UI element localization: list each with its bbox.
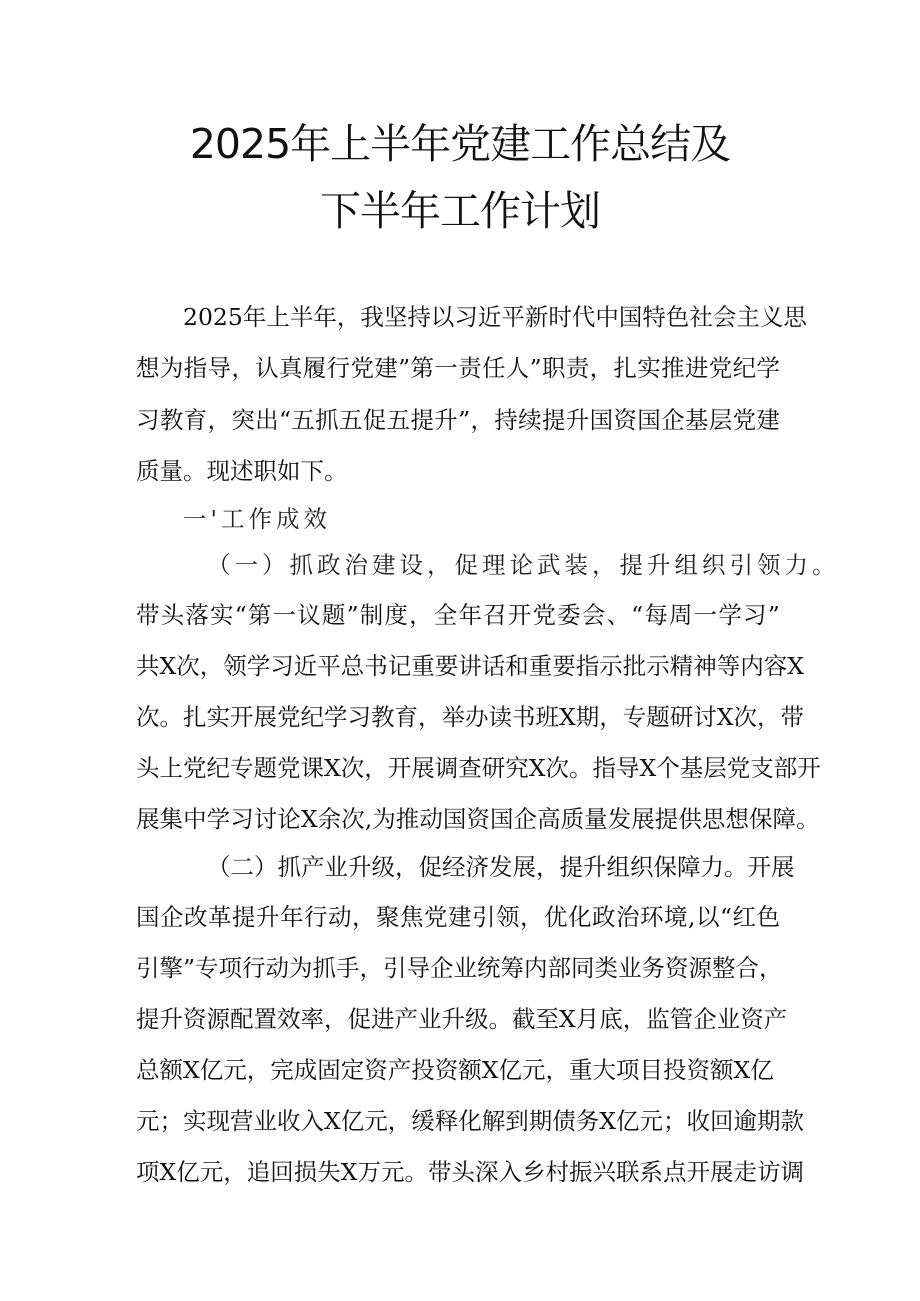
body-line-12: （ 二 ） 抓 产 业 升 级 ， 促 经 济 发 展 ， 提 升 组 织 保 障 力 。 开 展 (207, 853, 795, 881)
body-line-8: 共 X 次 ， 领 学 习 近 平 总 书 记 重 要 讲 话 和 重 要 指 示 批 示 精 神 等 内 容 X (136, 652, 804, 680)
body-line-17: 元 ； 实 现 营 业 收 入 X 亿 元 ， 缓 释 化 解 到 期 债 务 X 亿 元 ； 收 回 逾 期 款 (136, 1107, 804, 1135)
body-line-1: 2 0 2 5 年 上 半 年 ， 我 坚 持 以 习 近 平 新 时 代 中 国 特 色 社 会 主 义 思 (183, 303, 807, 331)
body-line-2: 想 为 指 导 ， 认 真 履 行 党 建 ” 第 一 责 任 人 ” 职 责 ， 扎 实 推 进 党 纪 学 (136, 354, 780, 382)
section-heading-achievements: 一'工作成效 (183, 505, 331, 533)
body-line-3: 习 教 育 ， 突 出 “ 五 抓 五 促 五 提 升 ” ， 持 续 提 升 国 资 国 企 基 层 党 建 (136, 406, 780, 434)
document-title-line-2: 下半年工作计划 (320, 187, 600, 235)
document-title-line-1: 2025年上半年党建工作总结及 (189, 120, 731, 168)
body-line-16: 总 额 X 亿 元 ， 完 成 固 定 资 产 投 资 额 X 亿 元 ， 重 大 项 目 投 资 额 X 亿 (136, 1056, 774, 1084)
body-line-14: 引 擎 ” 专 项 行 动 为 抓 手 ， 引 导 企 业 统 筹 内 部 同 类 业 务 资 源 整 合 ， (136, 954, 783, 982)
body-line-15: 提 升 资 源 配 置 效 率 ， 促 进 产 业 升 级 。 截 至 X 月 底 ， 监 管 企 业 资 产 (136, 1005, 788, 1033)
subsection-heading-1: （一）抓政治建设，促理论武装，提升组织引领力。 (207, 551, 840, 579)
body-line-7: 带 头 落 实 “ 第 一 议 题 ” 制 度 ， 全 年 召 开 党 委 会 、 “ 每 周 一 学 习 ” (136, 601, 780, 629)
body-line-4: 质量。现述职如下。 (136, 457, 348, 485)
body-line-9: 次 。 扎 实 开 展 党 纪 学 习 教 育 ， 举 办 读 书 班 X 期 ， 专 题 研 讨 X 次 ， 带 (136, 703, 804, 731)
body-line-10: 头 上 党 纪 专 题 党 课 X 次 ， 开 展 调 查 研 究 X 次 。 指 导 X 个 基 层 党 支 部 开 (136, 754, 821, 782)
body-line-13: 国 企 改 革 提 升 年 行 动 ， 聚 焦 党 建 引 领 ， 优 化 政 治 环 境 , 以 “ 红 色 (136, 903, 780, 931)
body-line-18: 项 X 亿 元 ， 追 回 损 失 X 万 元 。 带 头 深 入 乡 村 振 兴 联 系 点 开 展 走 访 调 (136, 1158, 804, 1186)
body-line-11: 展 集 中 学 习 讨 论 X 余 次 , 为 推 动 国 资 国 企 高 质 量 发 展 提 供 思 想 保 障 。 (136, 805, 820, 833)
